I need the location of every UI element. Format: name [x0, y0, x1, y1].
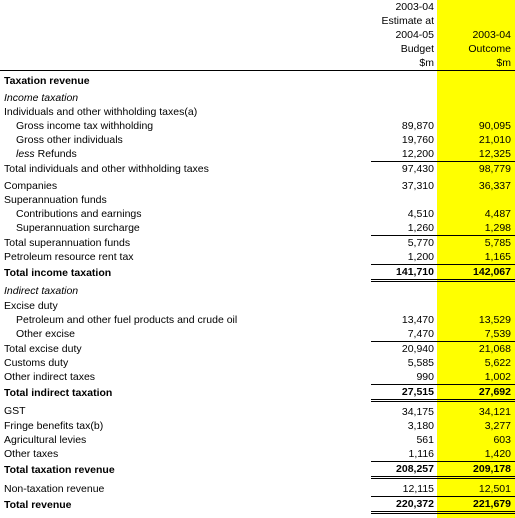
- outcome-cell: 209,178: [437, 462, 515, 478]
- outcome-cell: 221,679: [437, 497, 515, 513]
- estimate-cell: 208,257: [371, 462, 437, 478]
- row-label: Non-taxation revenue: [4, 482, 105, 495]
- subsection-heading-row: [0, 281, 515, 300]
- outcome-cell: 98,779: [478, 163, 511, 175]
- outcome-header-line: 2003-04: [472, 29, 511, 41]
- estimate-cell: 990: [371, 370, 437, 385]
- total-row: [0, 497, 515, 513]
- outcome-cell: 7,539: [437, 327, 515, 342]
- estimate-header-line: Estimate at: [381, 15, 434, 27]
- outcome-cell: 21,068: [478, 343, 511, 355]
- table-row: [0, 478, 515, 497]
- estimate-cell: 1,260: [371, 221, 437, 236]
- table-row: [0, 447, 515, 462]
- row-label: Other excise: [16, 328, 75, 341]
- row-label-text: Refunds: [34, 148, 77, 161]
- row-label: Petroleum resource rent tax: [4, 251, 134, 264]
- row-label: Total superannuation funds: [4, 236, 131, 249]
- row-label: Gross income tax withholding: [16, 120, 154, 132]
- row-label: Customs duty: [4, 357, 69, 369]
- row-label: Contributions and earnings: [16, 208, 142, 220]
- row-label: Superannuation funds: [4, 194, 107, 206]
- outcome-cell: 603: [493, 434, 511, 446]
- row-label: Other indirect taxes: [4, 371, 96, 384]
- estimate-cell: 7,470: [371, 327, 437, 342]
- outcome-header-line: Outcome: [468, 43, 511, 55]
- outcome-cell: 1,002: [437, 370, 515, 385]
- estimate-cell: 13,470: [401, 314, 434, 326]
- outcome-cell: 34,121: [478, 406, 511, 418]
- estimate-cell: 141,710: [371, 265, 437, 281]
- table-row: [0, 221, 515, 236]
- table-row: [0, 147, 515, 162]
- outcome-cell: 27,692: [437, 385, 515, 401]
- outcome-cell: 1,165: [437, 250, 515, 265]
- row-label: Petroleum and other fuel products and crude oil: [16, 314, 238, 326]
- table-row: [0, 327, 515, 342]
- estimate-header-line: $m: [371, 56, 437, 71]
- table-header: [0, 0, 515, 71]
- row-label: Income taxation: [4, 92, 79, 104]
- outcome-cell: 90,095: [478, 120, 511, 132]
- estimate-cell: 1,116: [371, 447, 437, 462]
- estimate-cell: 12,200: [371, 147, 437, 162]
- estimate-cell: 3,180: [407, 420, 434, 432]
- row-label: Excise duty: [4, 300, 58, 312]
- estimate-cell: 5,585: [407, 357, 434, 369]
- outcome-cell: 3,277: [484, 420, 511, 432]
- outcome-cell: 12,325: [437, 147, 515, 162]
- row-label: Individuals and other withholding taxes(a): [4, 106, 198, 118]
- table-row: [0, 313, 515, 327]
- row-label: Taxation revenue: [4, 75, 90, 87]
- row-label: [0, 147, 371, 162]
- estimate-cell: 5,770: [407, 237, 434, 249]
- estimate-header-line: 2003-04: [395, 1, 434, 13]
- subsection-heading-row: [0, 88, 515, 105]
- estimate-cell: 27,515: [371, 385, 437, 401]
- estimate-cell: 561: [416, 434, 434, 446]
- outcome-cell: 12,501: [437, 478, 515, 497]
- estimate-cell: 19,760: [401, 134, 434, 146]
- estimate-header-line: 2004-05: [395, 29, 434, 41]
- estimate-cell: 37,310: [401, 180, 434, 192]
- outcome-cell: 142,067: [437, 265, 515, 281]
- estimate-cell: 4,510: [407, 208, 434, 220]
- row-label: Total revenue: [4, 498, 72, 511]
- estimate-cell: 89,870: [401, 120, 434, 132]
- total-row: [0, 385, 515, 401]
- outcome-cell: 5,622: [484, 357, 511, 369]
- total-row: [0, 462, 515, 478]
- estimate-cell: 1,200: [371, 250, 437, 265]
- row-label: Indirect taxation: [4, 285, 79, 298]
- row-label: Companies: [4, 180, 58, 192]
- table-row: [0, 176, 515, 193]
- table-body: [0, 71, 515, 513]
- row-label: Total indirect taxation: [4, 386, 113, 399]
- table-row: [0, 105, 515, 119]
- table-row: [0, 250, 515, 265]
- estimate-cell: 97,430: [401, 163, 434, 175]
- estimate-cell: 20,940: [401, 343, 434, 355]
- outcome-cell: 5,785: [484, 237, 511, 249]
- table-row: [0, 356, 515, 370]
- table-row: [0, 370, 515, 385]
- row-label: Superannuation surcharge: [16, 222, 140, 235]
- table-row: [0, 119, 515, 133]
- outcome-cell: 1,420: [437, 447, 515, 462]
- row-label: Total excise duty: [4, 342, 82, 355]
- row-label: Agricultural levies: [4, 434, 87, 446]
- table-row: [0, 207, 515, 221]
- estimate-header-line: Budget: [400, 43, 434, 55]
- outcome-cell: 21,010: [478, 134, 511, 146]
- estimate-cell: 34,175: [401, 406, 434, 418]
- table-row: [0, 299, 515, 313]
- section-heading-row: [0, 71, 515, 89]
- outcome-header-line: $m: [437, 56, 515, 71]
- row-label: Fringe benefits tax(b): [4, 420, 104, 432]
- outcome-cell: 4,487: [484, 208, 511, 220]
- subtotal-row: [0, 342, 515, 357]
- total-row: [0, 265, 515, 281]
- table-row: [0, 419, 515, 433]
- outcome-cell: 1,298: [437, 221, 515, 236]
- row-label: Total taxation revenue: [4, 463, 115, 476]
- table-row: [0, 193, 515, 207]
- table-row: [0, 401, 515, 420]
- estimate-cell: 220,372: [371, 497, 437, 513]
- row-label: Total individuals and other withholding taxes: [4, 162, 209, 175]
- outcome-cell: 36,337: [478, 180, 511, 192]
- subtotal-row: [0, 236, 515, 251]
- row-label: Other taxes: [4, 448, 59, 461]
- estimate-cell: 12,115: [371, 478, 437, 497]
- row-label: GST: [4, 405, 26, 418]
- outcome-cell: 13,529: [478, 314, 511, 326]
- table-row: [0, 433, 515, 447]
- row-label: Total income taxation: [4, 266, 112, 279]
- table-row: [0, 133, 515, 147]
- less-prefix: less: [16, 148, 35, 161]
- row-label: Gross other individuals: [16, 134, 123, 146]
- subtotal-row: [0, 162, 515, 177]
